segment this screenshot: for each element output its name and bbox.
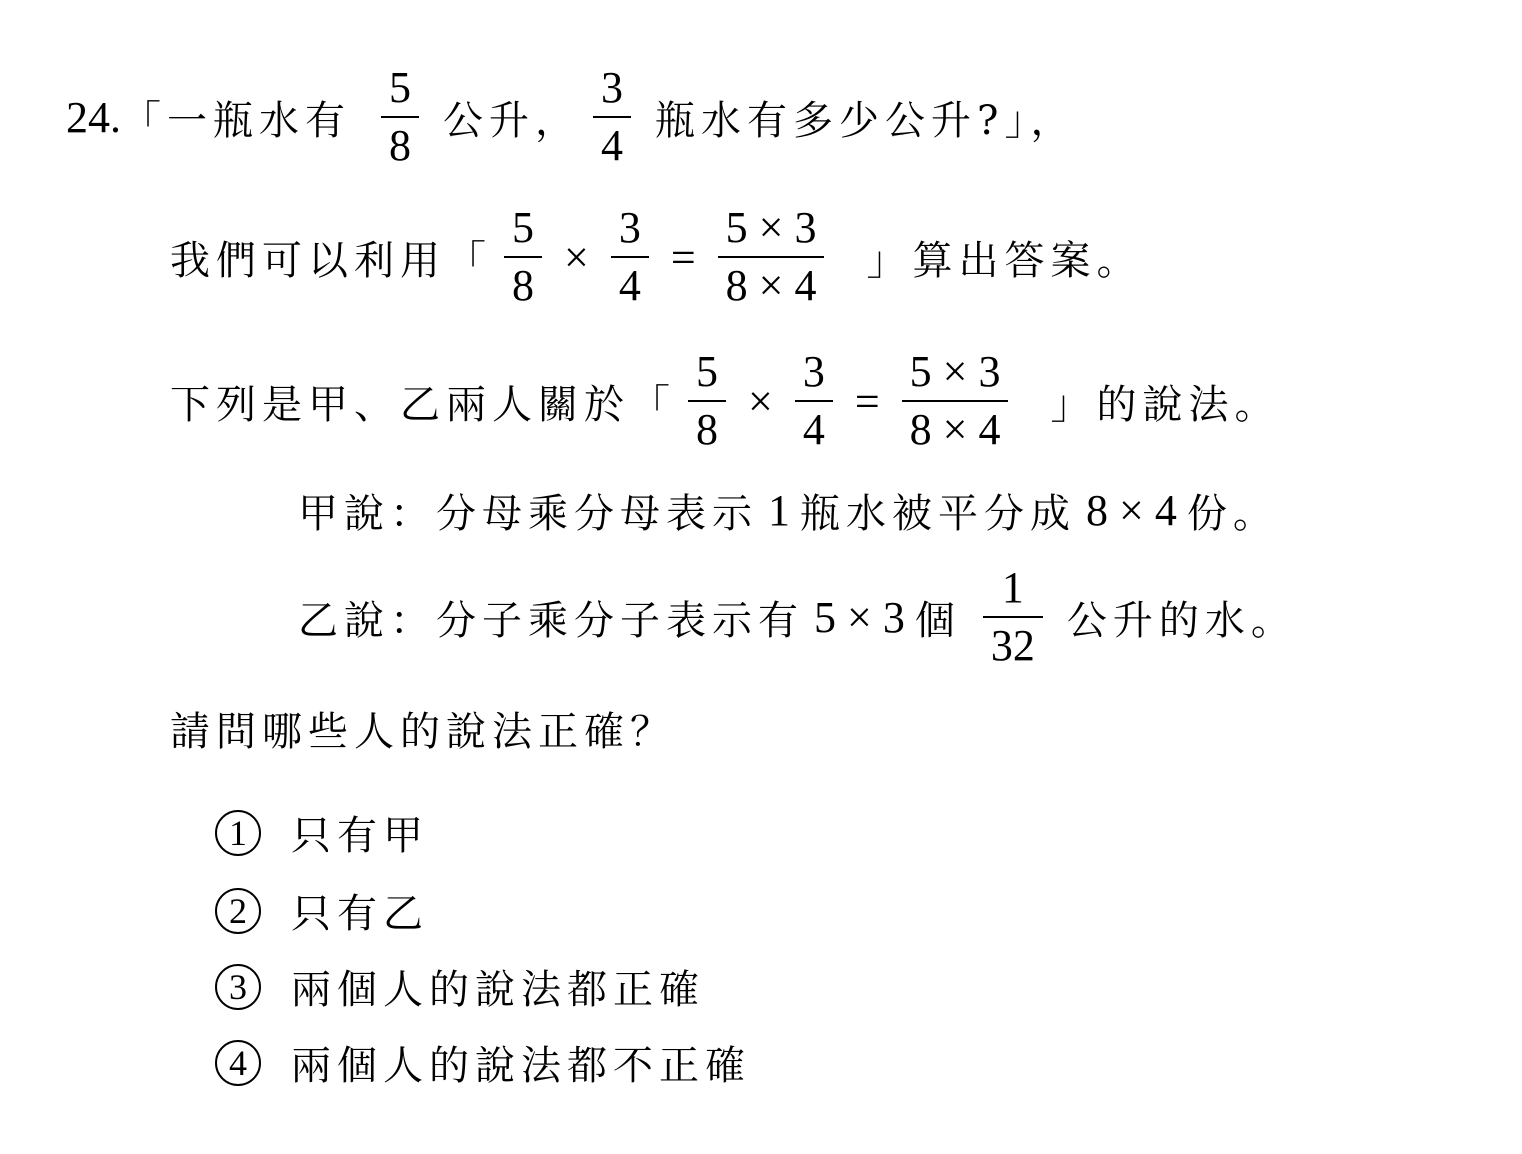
yi-expression: 5 × 3 [814, 592, 905, 642]
jia-prefix: 甲說：分母乘分母表示 [298, 491, 758, 537]
fraction-numerator: 3 [618, 203, 641, 252]
equals-operator: = [854, 376, 880, 426]
fraction-product [718, 200, 825, 314]
equals-operator: = [670, 232, 696, 282]
line3-prefix: 下列是甲、乙兩人關於「 [170, 381, 676, 428]
times-operator: × [564, 232, 589, 282]
fraction-numerator: 3 [601, 63, 623, 112]
question-line-2 [170, 200, 1142, 314]
question-text-end: 瓶水有多少公升?」， [655, 97, 1077, 144]
fraction-numerator: 5 × 3 [909, 347, 1001, 396]
fraction-five-eighths [504, 200, 542, 314]
question-line-3 [170, 344, 1280, 458]
ask-text: 請問哪些人的說法正確？ [170, 709, 676, 755]
fraction-denominator: 4 [601, 121, 623, 170]
fraction-five-eighths [381, 60, 419, 174]
fraction-numerator: 5 [389, 63, 411, 112]
line3-suffix: 」的說法。 [1050, 381, 1281, 428]
fraction-numerator: 5 [512, 203, 534, 252]
question-line-1 [66, 60, 1076, 174]
option-text: 只有甲 [291, 813, 429, 859]
statement-jia [298, 482, 1279, 539]
fraction-product [902, 344, 1009, 458]
jia-one: 1 [768, 486, 790, 535]
option-number-circle: 1 [215, 810, 261, 856]
fraction-denominator: 8 [696, 405, 718, 454]
fraction-denominator: 8 × 4 [909, 405, 1001, 454]
line2-suffix: 」算出答案。 [866, 237, 1143, 284]
fraction-three-quarters [593, 60, 631, 174]
fraction-numerator: 1 [1001, 563, 1024, 612]
fraction-denominator: 4 [802, 405, 825, 454]
option-1[interactable] [215, 804, 429, 861]
option-text: 兩個人的說法都正確 [291, 967, 705, 1013]
fraction-denominator: 4 [618, 261, 641, 310]
line2-prefix: 我們可以利用「 [170, 237, 492, 284]
fraction-denominator: 8 [389, 121, 411, 170]
fraction-denominator: 8 [512, 261, 534, 310]
fraction-one-thirty-second [983, 560, 1043, 674]
question-text-mid: 公升， [443, 97, 581, 144]
yi-prefix: 乙說：分子乘分子表示有 [298, 597, 804, 644]
yi-suffix: 公升的水。 [1066, 597, 1297, 644]
option-2[interactable] [215, 882, 429, 939]
option-4[interactable] [215, 1034, 751, 1091]
option-number-circle: 4 [215, 1040, 261, 1086]
statement-yi [298, 560, 1297, 674]
jia-expression: 8 × 4 [1086, 486, 1177, 535]
option-3[interactable] [215, 958, 705, 1015]
yi-ge: 個 [914, 597, 961, 644]
option-number-circle: 3 [215, 964, 261, 1010]
question-ask [170, 700, 676, 757]
option-text: 只有乙 [291, 891, 429, 937]
fraction-numerator: 5 × 3 [725, 203, 817, 252]
option-number-circle: 2 [215, 888, 261, 934]
times-operator: × [748, 376, 773, 426]
fraction-denominator: 8 × 4 [725, 261, 817, 310]
jia-mid: 瓶水被平分成 [800, 491, 1076, 537]
question-text-start: 「一瓶水有 [121, 97, 351, 144]
fraction-three-quarters [795, 344, 833, 458]
jia-suffix: 份。 [1186, 491, 1279, 537]
question-number: 24. [66, 92, 121, 142]
fraction-numerator: 3 [802, 347, 825, 396]
fraction-numerator: 5 [696, 347, 718, 396]
option-text: 兩個人的說法都不正確 [291, 1043, 751, 1089]
fraction-denominator: 32 [990, 621, 1035, 670]
fraction-three-quarters [611, 200, 649, 314]
fraction-five-eighths [688, 344, 726, 458]
